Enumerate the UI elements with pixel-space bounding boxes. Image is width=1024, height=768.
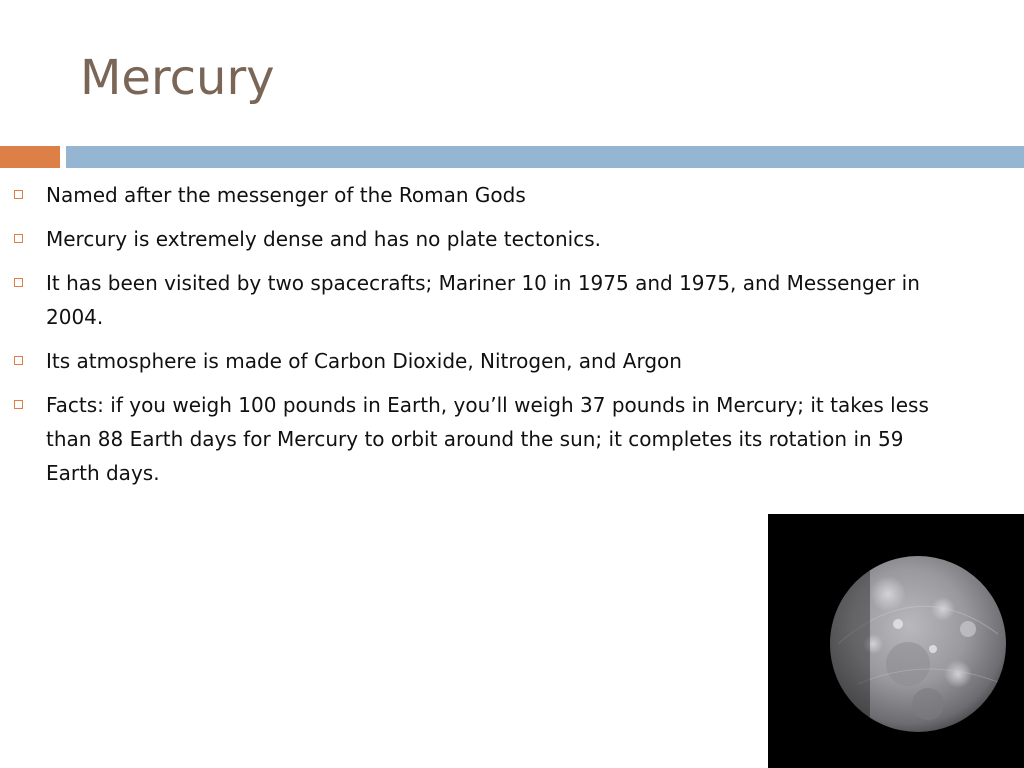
bullet-text: Named after the messenger of the Roman Gods [46, 183, 526, 207]
square-bullet-icon [14, 356, 23, 365]
mercury-planet-icon [768, 514, 1024, 768]
mercury-planet-image [768, 514, 1024, 768]
bullet-text: It has been visited by two spacecrafts; Mariner 10 in 1975 and 1975, and Messenger in 2004. [46, 271, 920, 329]
bullet-item [0, 266, 960, 334]
bullet-text: Mercury is extremely dense and has no plate tectonics. [46, 227, 601, 251]
slide-title: Mercury [80, 50, 275, 106]
title-accent-bar-orange [0, 146, 60, 168]
square-bullet-icon [14, 190, 23, 199]
square-bullet-icon [14, 400, 23, 409]
bullet-list [0, 178, 960, 500]
bullet-text: Its atmosphere is made of Carbon Dioxide, Nitrogen, and Argon [46, 349, 682, 373]
bullet-item [0, 222, 960, 256]
title-accent-bar-blue [66, 146, 1024, 168]
bullet-item [0, 388, 960, 490]
square-bullet-icon [14, 234, 23, 243]
bullet-item [0, 178, 960, 212]
square-bullet-icon [14, 278, 23, 287]
bullet-text: Facts: if you weigh 100 pounds in Earth, you’ll weigh 37 pounds in Mercury; it takes less than 88 Earth days for Mercury to orbit around the sun; it completes its rotation in 59 Earth days. [46, 393, 929, 485]
bullet-item [0, 344, 960, 378]
